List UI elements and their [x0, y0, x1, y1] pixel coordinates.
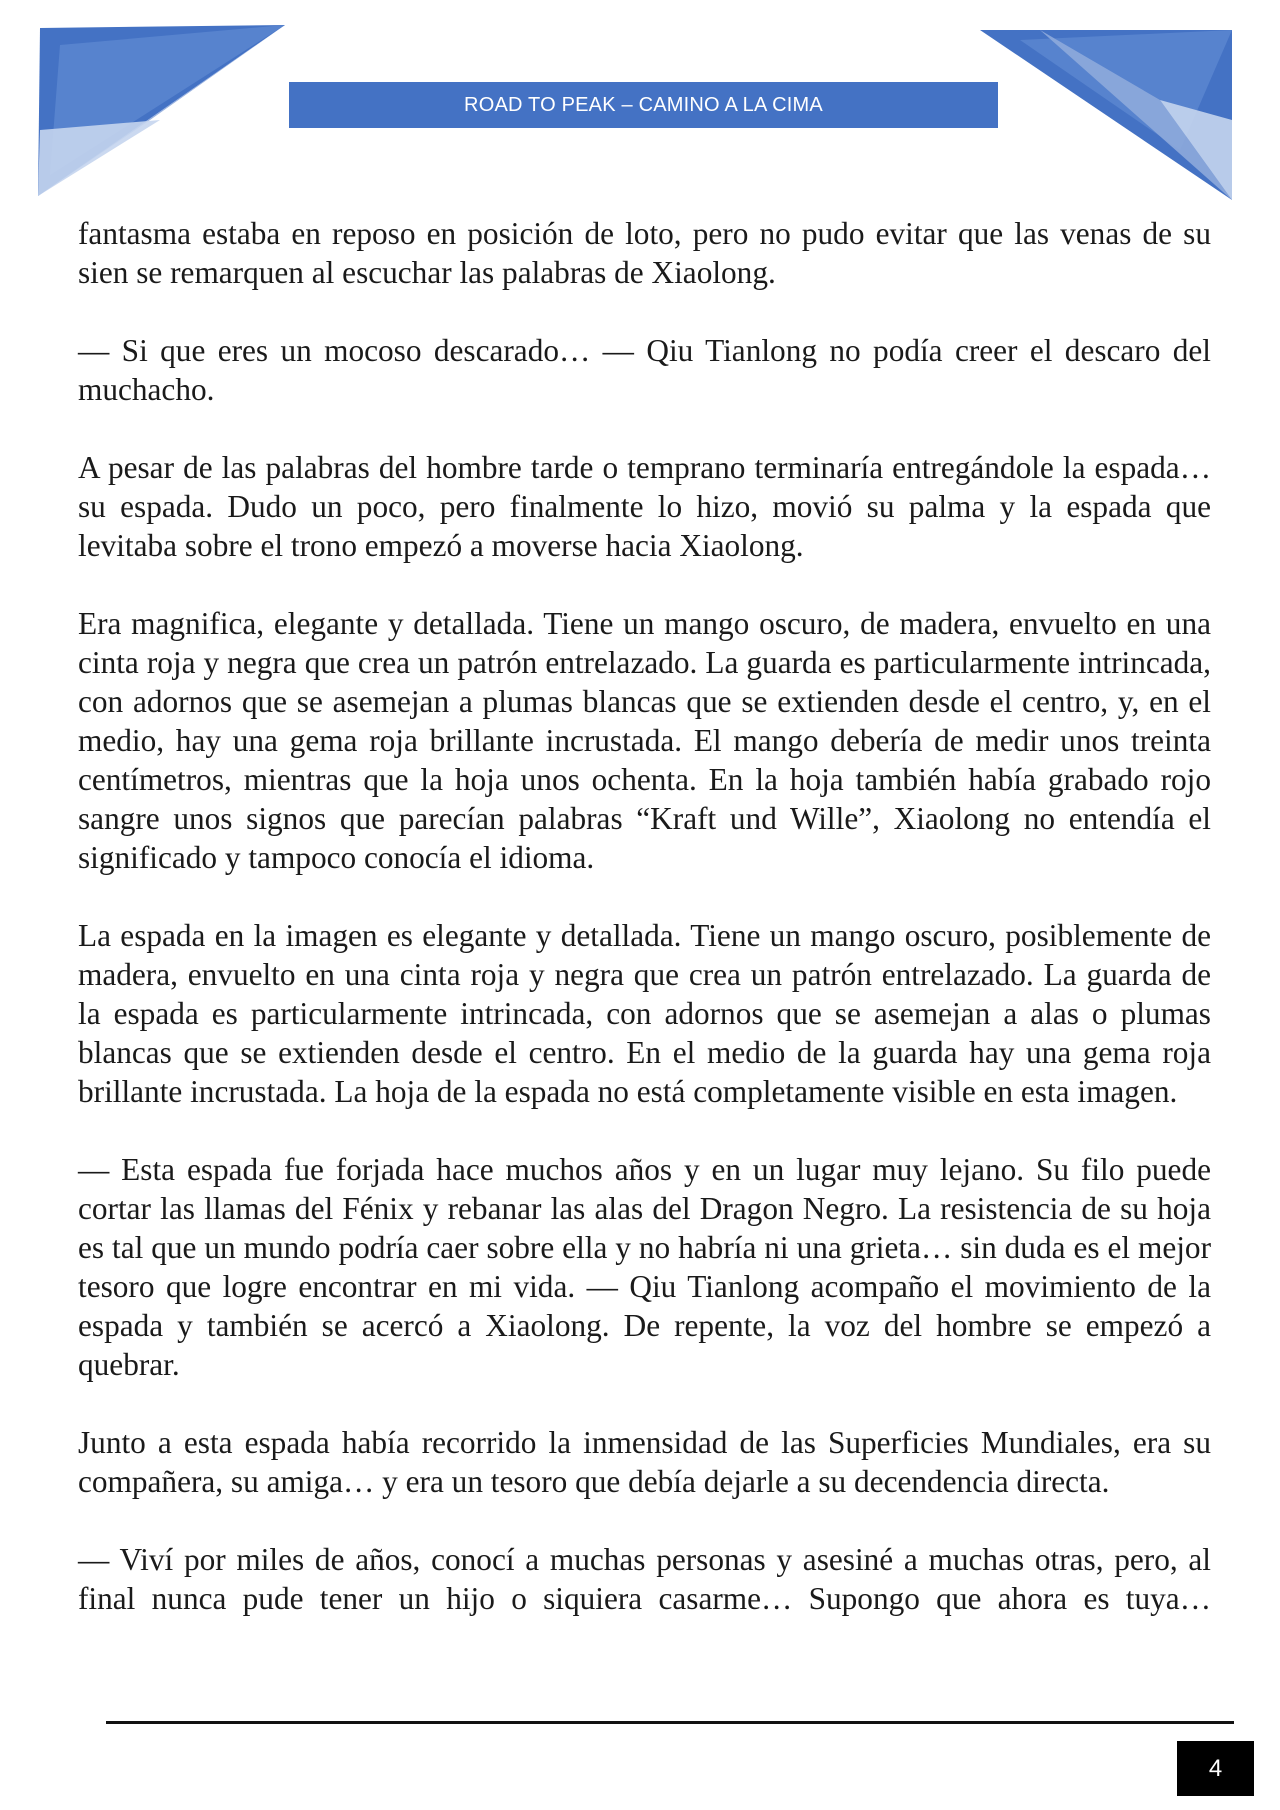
page-number: 4	[1177, 1741, 1254, 1796]
paragraph: La espada en la imagen es elegante y detallada. Tiene un mango oscuro, posiblemente de madera, envuelto en una cinta roja y negra que crea un patrón entrelazado. La guarda de la espada es particularmente intrincada, con adornos que se asemejan a alas o plumas blancas que se extienden desde el centro. En el medio de la guarda hay una gema roja brillante incrustada. La hoja de la espada no está completamente visible en esta imagen.	[78, 918, 1211, 1109]
body-text	[78, 214, 1211, 1657]
paragraph: Era magnifica, elegante y detallada. Tiene un mango oscuro, de madera, envuelto en una cinta roja y negra que crea un patrón entrelazado. La guarda es particularmente intrincada, con adornos que se asemejan a plumas blancas que se extienden desde el centro, y, en el medio, hay una gema roja brillante incrustada. El mango debería de medir unos treinta centímetros, mientras que la hoja unos ochenta. En la hoja también había grabado rojo sangre unos signos que parecían palabras “Kraft und Wille”, Xiaolong no entendía el significado y tampoco conocía el idioma.	[78, 606, 1211, 875]
paragraph: fantasma estaba en reposo en posición de loto, pero no pudo evitar que las venas de su sien se remarquen al escuchar las palabras de Xiaolong.	[78, 216, 1211, 290]
header-corner-decoration-right	[980, 0, 1280, 200]
paragraph: A pesar de las palabras del hombre tarde o temprano terminaría entregándole la espada… su espada. Dudo un poco, pero finalmente lo hizo, movió su palma y la espada que levitaba sobre el trono empezó a moverse hacia Xiaolong.	[78, 450, 1211, 563]
paragraph: — Viví por miles de años, conocí a muchas personas y asesiné a muchas otras, pero, al final nunca pude tener un hijo o siquiera casarme… Supongo que ahora es tuya…	[78, 1542, 1211, 1616]
paragraph: — Si que eres un mocoso descarado… — Qiu Tianlong no podía creer el descaro del muchacho.	[78, 333, 1211, 407]
paragraph: Junto a esta espada había recorrido la inmensidad de las Superficies Mundiales, era su compañera, su amiga… y era un tesoro que debía dejarle a su decendencia directa.	[78, 1425, 1211, 1499]
header-title: ROAD TO PEAK – CAMINO A LA CIMA	[464, 93, 823, 116]
header-corner-decoration-left	[0, 0, 300, 200]
paragraph: — Esta espada fue forjada hace muchos años y en un lugar muy lejano. Su filo puede cortar las llamas del Fénix y rebanar las alas del Dragon Negro. La resistencia de su hoja es tal que un mundo podría caer sobre ella y no habría ni una grieta… sin duda es el mejor tesoro que logre encontrar en mi vida. — Qiu Tianlong acompaño el movimiento de la espada y también se acercó a Xiaolong. De repente, la voz del hombre se empezó a quebrar.	[78, 1152, 1211, 1382]
footer-divider	[106, 1721, 1234, 1724]
header-title-bar	[289, 82, 998, 128]
